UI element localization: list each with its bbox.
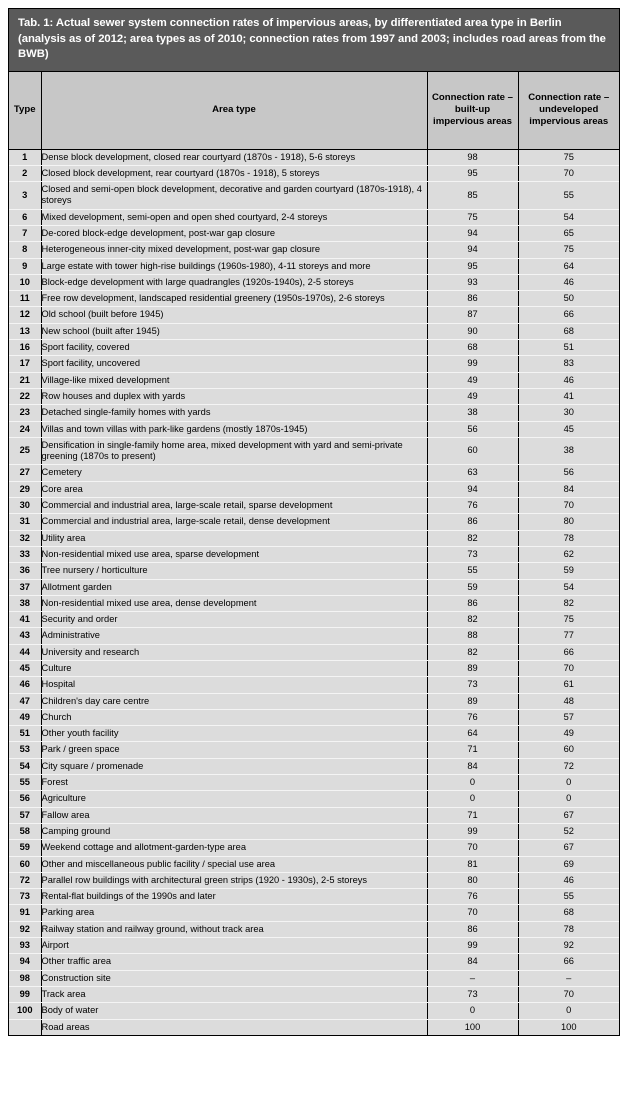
cell-type: 49 bbox=[9, 709, 41, 725]
cell-type: 33 bbox=[9, 546, 41, 562]
table-row bbox=[9, 709, 619, 725]
cell-built-up-rate: 38 bbox=[427, 405, 518, 421]
cell-type: 73 bbox=[9, 889, 41, 905]
table-row bbox=[9, 182, 619, 210]
cell-area-type: Rental-flat buildings of the 1990s and later bbox=[41, 889, 427, 905]
cell-built-up-rate: 82 bbox=[427, 644, 518, 660]
cell-undeveloped-rate: 0 bbox=[518, 775, 619, 791]
cell-type: 37 bbox=[9, 579, 41, 595]
cell-undeveloped-rate: 78 bbox=[518, 921, 619, 937]
cell-type: 25 bbox=[9, 437, 41, 465]
cell-built-up-rate: 89 bbox=[427, 661, 518, 677]
cell-built-up-rate: 73 bbox=[427, 546, 518, 562]
cell-undeveloped-rate: 70 bbox=[518, 661, 619, 677]
cell-undeveloped-rate: 68 bbox=[518, 323, 619, 339]
cell-type: 1 bbox=[9, 149, 41, 165]
cell-type: 45 bbox=[9, 661, 41, 677]
table-row bbox=[9, 421, 619, 437]
table-row bbox=[9, 970, 619, 986]
cell-built-up-rate: 84 bbox=[427, 954, 518, 970]
cell-area-type: Children's day care centre bbox=[41, 693, 427, 709]
cell-area-type: Agriculture bbox=[41, 791, 427, 807]
cell-area-type: Body of water bbox=[41, 1003, 427, 1019]
cell-undeveloped-rate: 83 bbox=[518, 356, 619, 372]
cell-undeveloped-rate: 66 bbox=[518, 954, 619, 970]
table-row bbox=[9, 307, 619, 323]
table-header bbox=[9, 71, 619, 149]
table-row bbox=[9, 693, 619, 709]
cell-type: 9 bbox=[9, 258, 41, 274]
cell-built-up-rate: 68 bbox=[427, 340, 518, 356]
cell-type: 43 bbox=[9, 628, 41, 644]
cell-type: 54 bbox=[9, 758, 41, 774]
cell-area-type: Construction site bbox=[41, 970, 427, 986]
cell-area-type: Track area bbox=[41, 986, 427, 1002]
cell-area-type: Road areas bbox=[41, 1019, 427, 1035]
table-row bbox=[9, 356, 619, 372]
table-row bbox=[9, 775, 619, 791]
table-row bbox=[9, 579, 619, 595]
cell-undeveloped-rate: 78 bbox=[518, 530, 619, 546]
cell-undeveloped-rate: 67 bbox=[518, 807, 619, 823]
cell-undeveloped-rate: 62 bbox=[518, 546, 619, 562]
table-row bbox=[9, 372, 619, 388]
cell-type: 59 bbox=[9, 840, 41, 856]
cell-area-type: Closed and semi-open block development, decorative and garden courtyard (1870s-1918), 4 storeys bbox=[41, 182, 427, 210]
cell-undeveloped-rate: 100 bbox=[518, 1019, 619, 1035]
cell-undeveloped-rate: 92 bbox=[518, 938, 619, 954]
cell-area-type: Parallel row buildings with architectural green strips (1920 - 1930s), 2-5 storeys bbox=[41, 872, 427, 888]
table-row bbox=[9, 954, 619, 970]
cell-built-up-rate: 55 bbox=[427, 563, 518, 579]
cell-type: 92 bbox=[9, 921, 41, 937]
cell-type: 23 bbox=[9, 405, 41, 421]
cell-undeveloped-rate: 41 bbox=[518, 388, 619, 404]
cell-type: 53 bbox=[9, 742, 41, 758]
table-row bbox=[9, 498, 619, 514]
connection-rates-table bbox=[9, 71, 619, 1035]
cell-undeveloped-rate: 84 bbox=[518, 481, 619, 497]
column-header-area-type: Area type bbox=[41, 71, 427, 149]
table-row bbox=[9, 889, 619, 905]
table-row bbox=[9, 986, 619, 1002]
cell-area-type: Camping ground bbox=[41, 823, 427, 839]
cell-type: 29 bbox=[9, 481, 41, 497]
table-row bbox=[9, 563, 619, 579]
cell-built-up-rate: 0 bbox=[427, 775, 518, 791]
cell-built-up-rate: 98 bbox=[427, 149, 518, 165]
cell-type: 10 bbox=[9, 274, 41, 290]
cell-area-type: Villas and town villas with park-like gardens (mostly 1870s-1945) bbox=[41, 421, 427, 437]
cell-built-up-rate: 99 bbox=[427, 823, 518, 839]
cell-area-type: City square / promenade bbox=[41, 758, 427, 774]
cell-built-up-rate: 49 bbox=[427, 388, 518, 404]
cell-built-up-rate: 95 bbox=[427, 258, 518, 274]
cell-type: 13 bbox=[9, 323, 41, 339]
table-row bbox=[9, 856, 619, 872]
cell-type: 36 bbox=[9, 563, 41, 579]
cell-type: 72 bbox=[9, 872, 41, 888]
cell-undeveloped-rate: 80 bbox=[518, 514, 619, 530]
cell-undeveloped-rate: 55 bbox=[518, 182, 619, 210]
cell-undeveloped-rate: 59 bbox=[518, 563, 619, 579]
cell-area-type: Mixed development, semi-open and open shed courtyard, 2-4 storeys bbox=[41, 209, 427, 225]
cell-built-up-rate: 95 bbox=[427, 165, 518, 181]
cell-type: 31 bbox=[9, 514, 41, 530]
cell-built-up-rate: 84 bbox=[427, 758, 518, 774]
cell-area-type: Non-residential mixed use area, dense development bbox=[41, 595, 427, 611]
table-row bbox=[9, 628, 619, 644]
table-row bbox=[9, 209, 619, 225]
cell-built-up-rate: 94 bbox=[427, 481, 518, 497]
cell-built-up-rate: 80 bbox=[427, 872, 518, 888]
cell-built-up-rate: 93 bbox=[427, 274, 518, 290]
cell-undeveloped-rate: 52 bbox=[518, 823, 619, 839]
cell-undeveloped-rate: 30 bbox=[518, 405, 619, 421]
cell-undeveloped-rate: 65 bbox=[518, 225, 619, 241]
column-header-undeveloped: Connection rate – undeveloped impervious areas bbox=[518, 71, 619, 149]
cell-undeveloped-rate: 75 bbox=[518, 149, 619, 165]
cell-built-up-rate: 75 bbox=[427, 209, 518, 225]
cell-undeveloped-rate: 66 bbox=[518, 307, 619, 323]
cell-area-type: Other traffic area bbox=[41, 954, 427, 970]
table-row bbox=[9, 612, 619, 628]
cell-type: 21 bbox=[9, 372, 41, 388]
cell-type: 3 bbox=[9, 182, 41, 210]
cell-built-up-rate: 100 bbox=[427, 1019, 518, 1035]
cell-undeveloped-rate: 82 bbox=[518, 595, 619, 611]
table-row bbox=[9, 149, 619, 165]
cell-built-up-rate: 70 bbox=[427, 905, 518, 921]
cell-area-type: Utility area bbox=[41, 530, 427, 546]
table-row-total bbox=[9, 1019, 619, 1035]
table-row bbox=[9, 340, 619, 356]
cell-undeveloped-rate: 49 bbox=[518, 726, 619, 742]
table-row bbox=[9, 938, 619, 954]
cell-built-up-rate: 99 bbox=[427, 356, 518, 372]
table-row bbox=[9, 405, 619, 421]
cell-type: 98 bbox=[9, 970, 41, 986]
cell-built-up-rate: 99 bbox=[427, 938, 518, 954]
table-row bbox=[9, 530, 619, 546]
cell-undeveloped-rate: 55 bbox=[518, 889, 619, 905]
table-row bbox=[9, 644, 619, 660]
cell-built-up-rate: 89 bbox=[427, 693, 518, 709]
cell-type: 57 bbox=[9, 807, 41, 823]
cell-type: 24 bbox=[9, 421, 41, 437]
cell-undeveloped-rate: – bbox=[518, 970, 619, 986]
cell-undeveloped-rate: 68 bbox=[518, 905, 619, 921]
cell-built-up-rate: 88 bbox=[427, 628, 518, 644]
cell-built-up-rate: 76 bbox=[427, 498, 518, 514]
cell-undeveloped-rate: 57 bbox=[518, 709, 619, 725]
cell-undeveloped-rate: 0 bbox=[518, 791, 619, 807]
table-row bbox=[9, 1003, 619, 1019]
column-header-built-up: Connection rate – built-up impervious areas bbox=[427, 71, 518, 149]
cell-built-up-rate: 73 bbox=[427, 677, 518, 693]
cell-area-type: Culture bbox=[41, 661, 427, 677]
cell-area-type: Sport facility, uncovered bbox=[41, 356, 427, 372]
table-row bbox=[9, 481, 619, 497]
cell-area-type: Large estate with tower high-rise buildings (1960s-1980), 4-11 storeys and more bbox=[41, 258, 427, 274]
cell-type: 94 bbox=[9, 954, 41, 970]
cell-undeveloped-rate: 54 bbox=[518, 209, 619, 225]
cell-area-type: Tree nursery / horticulture bbox=[41, 563, 427, 579]
cell-undeveloped-rate: 70 bbox=[518, 986, 619, 1002]
cell-built-up-rate: 82 bbox=[427, 612, 518, 628]
cell-area-type: Administrative bbox=[41, 628, 427, 644]
cell-type: 30 bbox=[9, 498, 41, 514]
cell-area-type: Detached single-family homes with yards bbox=[41, 405, 427, 421]
cell-area-type: De-cored block-edge development, post-war gap closure bbox=[41, 225, 427, 241]
table-row bbox=[9, 595, 619, 611]
cell-undeveloped-rate: 64 bbox=[518, 258, 619, 274]
cell-undeveloped-rate: 66 bbox=[518, 644, 619, 660]
cell-undeveloped-rate: 75 bbox=[518, 242, 619, 258]
cell-type: 38 bbox=[9, 595, 41, 611]
header-row bbox=[9, 71, 619, 149]
cell-built-up-rate: 86 bbox=[427, 291, 518, 307]
cell-built-up-rate: 73 bbox=[427, 986, 518, 1002]
cell-area-type: Church bbox=[41, 709, 427, 725]
cell-area-type: Heterogeneous inner-city mixed development, post-war gap closure bbox=[41, 242, 427, 258]
cell-built-up-rate: 70 bbox=[427, 840, 518, 856]
cell-type: 16 bbox=[9, 340, 41, 356]
cell-area-type: Fallow area bbox=[41, 807, 427, 823]
cell-area-type: Commercial and industrial area, large-scale retail, dense development bbox=[41, 514, 427, 530]
cell-area-type: Old school (built before 1945) bbox=[41, 307, 427, 323]
table-row bbox=[9, 921, 619, 937]
cell-area-type: Commercial and industrial area, large-scale retail, sparse development bbox=[41, 498, 427, 514]
cell-built-up-rate: 82 bbox=[427, 530, 518, 546]
table-row bbox=[9, 242, 619, 258]
cell-area-type: Core area bbox=[41, 481, 427, 497]
cell-area-type: Cemetery bbox=[41, 465, 427, 481]
cell-type: 32 bbox=[9, 530, 41, 546]
cell-undeveloped-rate: 46 bbox=[518, 274, 619, 290]
cell-built-up-rate: 71 bbox=[427, 807, 518, 823]
cell-built-up-rate: 64 bbox=[427, 726, 518, 742]
cell-area-type: Block-edge development with large quadrangles (1920s-1940s), 2-5 storeys bbox=[41, 274, 427, 290]
cell-undeveloped-rate: 61 bbox=[518, 677, 619, 693]
cell-undeveloped-rate: 54 bbox=[518, 579, 619, 595]
cell-built-up-rate: 87 bbox=[427, 307, 518, 323]
cell-type: 100 bbox=[9, 1003, 41, 1019]
table-row bbox=[9, 323, 619, 339]
cell-area-type: Non-residential mixed use area, sparse development bbox=[41, 546, 427, 562]
cell-type: 91 bbox=[9, 905, 41, 921]
cell-undeveloped-rate: 72 bbox=[518, 758, 619, 774]
cell-built-up-rate: 86 bbox=[427, 921, 518, 937]
table-row bbox=[9, 905, 619, 921]
cell-type: 17 bbox=[9, 356, 41, 372]
table-row bbox=[9, 726, 619, 742]
table-row bbox=[9, 546, 619, 562]
table-row bbox=[9, 225, 619, 241]
cell-built-up-rate: 81 bbox=[427, 856, 518, 872]
cell-built-up-rate: 49 bbox=[427, 372, 518, 388]
cell-type: 51 bbox=[9, 726, 41, 742]
cell-built-up-rate: 60 bbox=[427, 437, 518, 465]
cell-built-up-rate: 85 bbox=[427, 182, 518, 210]
cell-type: 11 bbox=[9, 291, 41, 307]
cell-type: 22 bbox=[9, 388, 41, 404]
table-row bbox=[9, 677, 619, 693]
table-row bbox=[9, 758, 619, 774]
cell-type: 2 bbox=[9, 165, 41, 181]
cell-area-type: Other and miscellaneous public facility / special use area bbox=[41, 856, 427, 872]
cell-area-type: Railway station and railway ground, without track area bbox=[41, 921, 427, 937]
cell-type: 41 bbox=[9, 612, 41, 628]
cell-built-up-rate: 94 bbox=[427, 225, 518, 241]
cell-undeveloped-rate: 60 bbox=[518, 742, 619, 758]
cell-undeveloped-rate: 45 bbox=[518, 421, 619, 437]
cell-built-up-rate: 63 bbox=[427, 465, 518, 481]
cell-undeveloped-rate: 46 bbox=[518, 872, 619, 888]
cell-type: 46 bbox=[9, 677, 41, 693]
cell-type: 12 bbox=[9, 307, 41, 323]
cell-undeveloped-rate: 51 bbox=[518, 340, 619, 356]
cell-built-up-rate: 86 bbox=[427, 514, 518, 530]
cell-type: 6 bbox=[9, 209, 41, 225]
table-caption: Tab. 1: Actual sewer system connection rates of impervious areas, by differentiated area type in Berlin (analysis as of 2012; area types as of 2010; connection rates from 1997 and 2003; includes road areas from the BWB) bbox=[9, 9, 619, 71]
cell-type: 8 bbox=[9, 242, 41, 258]
table-row bbox=[9, 742, 619, 758]
cell-built-up-rate: 76 bbox=[427, 709, 518, 725]
table-row bbox=[9, 258, 619, 274]
table-figure bbox=[8, 8, 620, 1036]
cell-built-up-rate: 71 bbox=[427, 742, 518, 758]
table-row bbox=[9, 872, 619, 888]
cell-area-type: Forest bbox=[41, 775, 427, 791]
cell-area-type: Allotment garden bbox=[41, 579, 427, 595]
cell-area-type: Parking area bbox=[41, 905, 427, 921]
cell-built-up-rate: 90 bbox=[427, 323, 518, 339]
cell-area-type: Security and order bbox=[41, 612, 427, 628]
cell-area-type: Row houses and duplex with yards bbox=[41, 388, 427, 404]
table-row bbox=[9, 274, 619, 290]
cell-area-type: New school (built after 1945) bbox=[41, 323, 427, 339]
cell-built-up-rate: 59 bbox=[427, 579, 518, 595]
table-row bbox=[9, 165, 619, 181]
cell-undeveloped-rate: 48 bbox=[518, 693, 619, 709]
table-row bbox=[9, 291, 619, 307]
cell-undeveloped-rate: 70 bbox=[518, 498, 619, 514]
cell-area-type: Sport facility, covered bbox=[41, 340, 427, 356]
cell-built-up-rate: 56 bbox=[427, 421, 518, 437]
cell-type: 56 bbox=[9, 791, 41, 807]
table-row bbox=[9, 807, 619, 823]
table-row bbox=[9, 840, 619, 856]
cell-type bbox=[9, 1019, 41, 1035]
cell-type: 7 bbox=[9, 225, 41, 241]
cell-built-up-rate: 76 bbox=[427, 889, 518, 905]
cell-area-type: Densification in single-family home area, mixed development with yard and semi-private greening (1870s to present) bbox=[41, 437, 427, 465]
cell-area-type: Closed block development, rear courtyard (1870s - 1918), 5 storeys bbox=[41, 165, 427, 181]
cell-type: 27 bbox=[9, 465, 41, 481]
cell-type: 99 bbox=[9, 986, 41, 1002]
table-row bbox=[9, 823, 619, 839]
cell-undeveloped-rate: 0 bbox=[518, 1003, 619, 1019]
cell-built-up-rate: 0 bbox=[427, 1003, 518, 1019]
cell-area-type: Dense block development, closed rear courtyard (1870s - 1918), 5-6 storeys bbox=[41, 149, 427, 165]
table-body bbox=[9, 149, 619, 1035]
table-row bbox=[9, 465, 619, 481]
cell-undeveloped-rate: 69 bbox=[518, 856, 619, 872]
column-header-type: Type bbox=[9, 71, 41, 149]
cell-undeveloped-rate: 38 bbox=[518, 437, 619, 465]
cell-undeveloped-rate: 77 bbox=[518, 628, 619, 644]
cell-built-up-rate: 94 bbox=[427, 242, 518, 258]
cell-type: 93 bbox=[9, 938, 41, 954]
cell-area-type: Park / green space bbox=[41, 742, 427, 758]
cell-undeveloped-rate: 75 bbox=[518, 612, 619, 628]
cell-built-up-rate: – bbox=[427, 970, 518, 986]
cell-undeveloped-rate: 67 bbox=[518, 840, 619, 856]
table-row bbox=[9, 661, 619, 677]
cell-type: 58 bbox=[9, 823, 41, 839]
cell-area-type: Weekend cottage and allotment-garden-type area bbox=[41, 840, 427, 856]
table-row bbox=[9, 388, 619, 404]
cell-type: 44 bbox=[9, 644, 41, 660]
cell-area-type: Hospital bbox=[41, 677, 427, 693]
cell-built-up-rate: 0 bbox=[427, 791, 518, 807]
cell-undeveloped-rate: 56 bbox=[518, 465, 619, 481]
cell-type: 60 bbox=[9, 856, 41, 872]
cell-undeveloped-rate: 46 bbox=[518, 372, 619, 388]
table-row bbox=[9, 437, 619, 465]
cell-undeveloped-rate: 70 bbox=[518, 165, 619, 181]
table-row bbox=[9, 514, 619, 530]
cell-area-type: University and research bbox=[41, 644, 427, 660]
cell-area-type: Airport bbox=[41, 938, 427, 954]
table-row bbox=[9, 791, 619, 807]
cell-area-type: Free row development, landscaped residential greenery (1950s-1970s), 2-6 storeys bbox=[41, 291, 427, 307]
cell-area-type: Other youth facility bbox=[41, 726, 427, 742]
cell-type: 55 bbox=[9, 775, 41, 791]
cell-undeveloped-rate: 50 bbox=[518, 291, 619, 307]
cell-type: 47 bbox=[9, 693, 41, 709]
cell-built-up-rate: 86 bbox=[427, 595, 518, 611]
cell-area-type: Village-like mixed development bbox=[41, 372, 427, 388]
